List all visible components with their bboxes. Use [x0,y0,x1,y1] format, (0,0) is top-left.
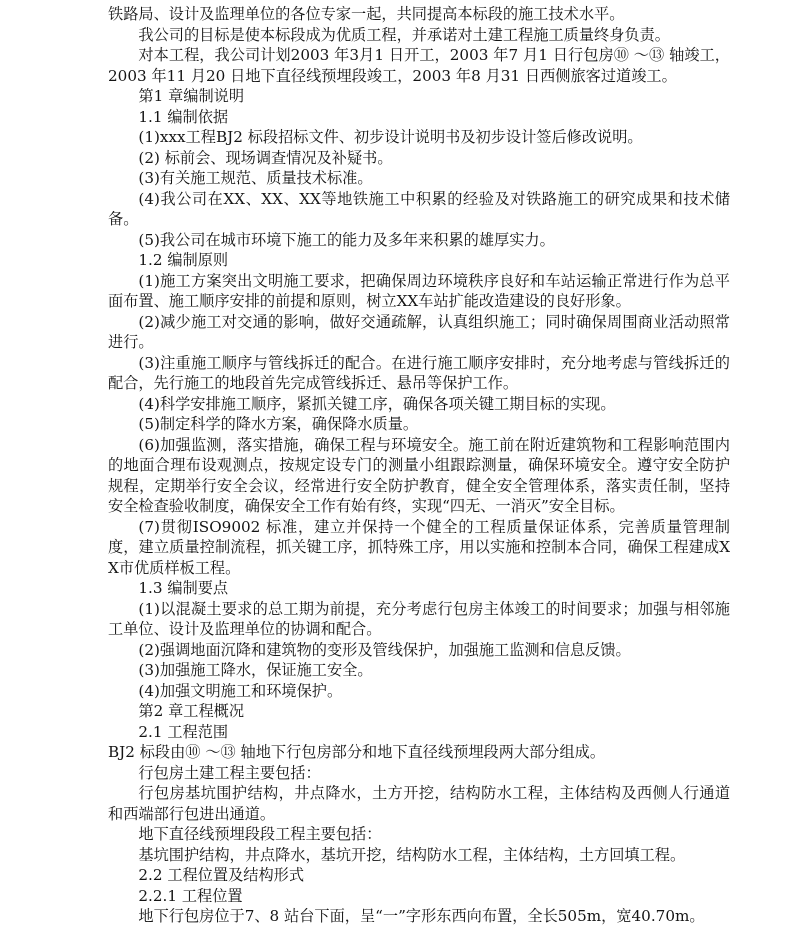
section-2-2-1-heading: 2.2.1 工程位置 [138,886,243,905]
list-item: (2) 标前会、现场调查情况及补疑书。 [138,148,393,167]
paragraph-tunnel-works-title: 地下直径线预埋段段工程主要包括： [138,825,382,843]
list-item: (4)我公司在XX、XX、XX等地铁施工中积累的经验及对铁路施工的研究成果和技术储备。 [108,189,730,228]
paragraph-intro-continuation: 铁路局、设计及监理单位的各位专家一起，共同提高本标段的施工技术水平。 [108,5,625,23]
list-item: (2)强调地面沉降和建筑物的变形及管线保护，加强施工监测和信息反馈。 [138,640,631,659]
paragraph-baggage-works-title: 行包房土建工程主要包括： [138,763,321,782]
list-item: (6)加强监测，落实措施，确保工程与环境安全。施工前在附近建筑物和工程影响范围内的地面合理布设观测点，按规定设专门的测量小组跟踪测量，确保环境安全。遵守安全防护规程，定期举行安全会议，经常进行安全防护教育，健全安全管理体系，落实责任制，坚持安全检查验收制度，确保安全工作有始有终，实现“四无、一消灭”安全目标。 [108,435,730,515]
list-item: (1)xxx工程BJ2 标段招标文件、初步设计说明书及初步设计签后修改说明。 [138,128,643,146]
section-1-1-heading: 1.1 编制依据 [138,107,229,126]
list-item: (1)施工方案突出文明施工要求，把确保周边环境秩序良好和车站运输正常进行作为总平面布置、施工顺序安排的前提和原则，树立XX车站扩能改造建设的良好形象。 [108,271,730,310]
document-body [108,4,730,927]
list-item: (7)贯彻ISO9002 标准，建立并保持一个健全的工程质量保证体系，完善质量管理制度，建立质量控制流程，抓关键工序，抓特殊工序，用以实施和控制本合同，确保工程建成XX市优质样板工程。 [108,517,730,577]
section-2-1-heading: 2.1 工程范围 [138,722,229,741]
list-item: (4)加强文明施工和环境保护。 [138,681,343,700]
list-item: (4)科学安排施工顺序，紧抓关键工序，确保各项关键工期目标的实现。 [138,394,616,413]
list-item: (3)有关施工规范、质量技术标准。 [138,169,373,187]
list-item: (5)制定科学的降水方案，确保降水质量。 [138,415,419,433]
chapter-1-heading: 第1 章编制说明 [138,87,245,105]
chapter-2-heading: 第2 章工程概况 [138,702,245,720]
list-item: (2)减少施工对交通的影响，做好交通疏解，认真组织施工；同时确保周围商业活动照常进行。 [108,312,730,351]
section-2-2-heading: 2.2 工程位置及结构形式 [138,866,305,884]
section-1-2-heading: 1.2 编制原则 [138,251,229,269]
paragraph-baggage-works: 行包房基坑围护结构，井点降水，土方开挖，结构防水工程，主体结构及西侧人行通道和西端部行包进出通道。 [108,784,730,823]
list-item: (3)加强施工降水，保证施工安全。 [138,661,373,679]
list-item: (3)注重施工顺序与管线拆迁的配合。在进行施工顺序安排时，充分地考虑与管线拆迁的配合，先行施工的地段首先完成管线拆迁、悬吊等保护工作。 [108,353,730,392]
list-item: (1)以混凝土要求的总工期为前提，充分考虑行包房主体竣工的时间要求；加强与相邻施工单位、设计及监理单位的协调和配合。 [108,599,730,638]
paragraph-schedule: 对本工程，我公司计划2003 年3月1 日开工，2003 年7 月1 日行包房⑩ ～⑬ 轴竣工，2003 年11 月20 日地下直径线预埋段竣工，2003 年8 月31 日西侧旅客过道竣工。 [108,46,730,85]
paragraph-scope: BJ2 标段由⑩ ～⑬ 轴地下行包房部分和地下直径线预埋段两大部分组成。 [108,743,606,761]
paragraph-company-goal: 我公司的目标是使本标段成为优质工程，并承诺对土建工程施工质量终身负责。 [138,25,670,44]
paragraph-tunnel-works: 基坑围护结构，井点降水，基坑开挖，结构防水工程，主体结构，土方回填工程。 [138,845,686,864]
list-item: (5)我公司在城市环境下施工的能力及多年来积累的雄厚实力。 [138,230,555,249]
paragraph-location: 地下行包房位于7、8 站台下面，呈“一”字形东西向布置，全长505m，宽40.70m。 [138,907,705,925]
section-1-3-heading: 1.3 编制要点 [138,579,229,597]
